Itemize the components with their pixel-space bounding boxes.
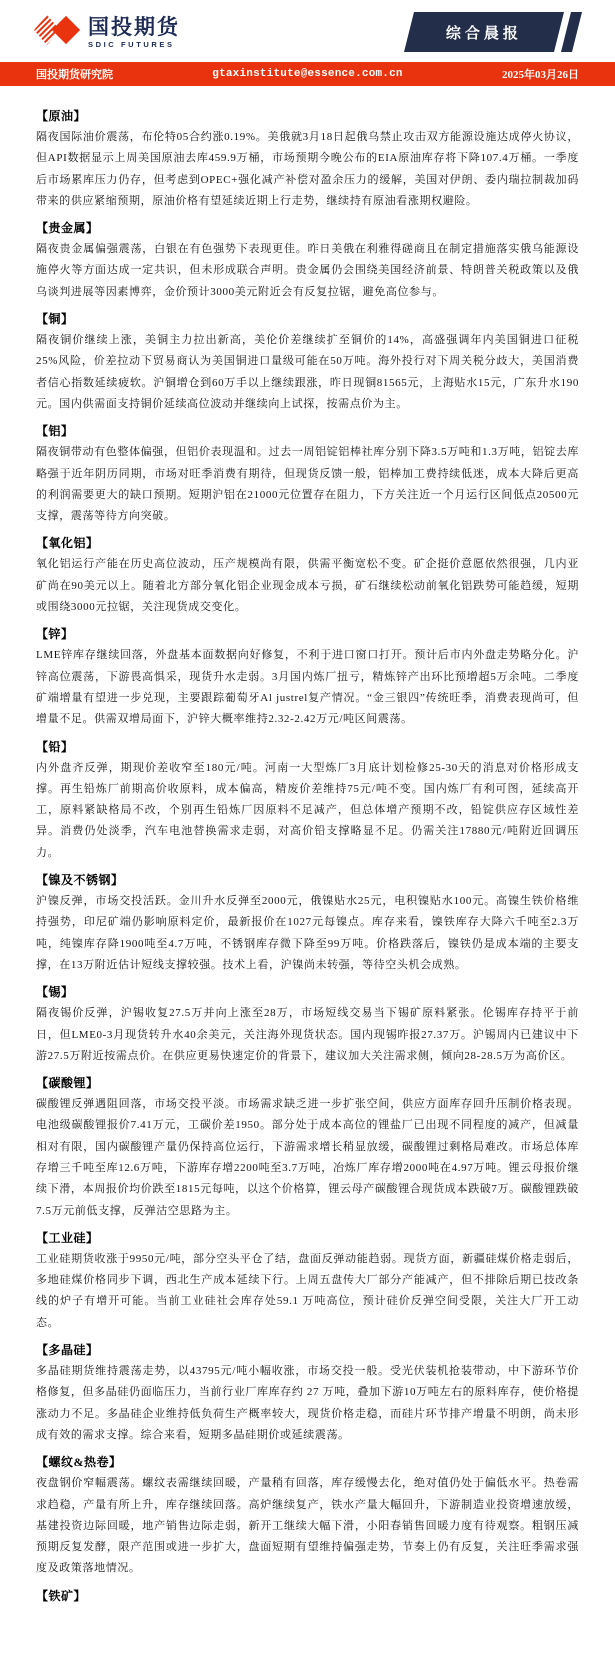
banner-parallelogram [404, 12, 564, 52]
sdic-diamond-logo-icon [34, 12, 80, 53]
section-title: 【锡】 [36, 985, 74, 1000]
section-title: 【碳酸锂】 [36, 1076, 99, 1091]
section-polysilicon [36, 1340, 579, 1446]
section-lithium-carbonate [36, 1073, 579, 1222]
section-lead [36, 737, 579, 864]
section-title: 【铝】 [36, 424, 74, 439]
section-body: 隔夜国际油价震荡，布伦特05合约涨0.19%。美俄就3月18日起俄乌禁止攻击双方能源设施达成停火协议，但API数据显示上周美国原油去库459.9万桶，市场预期今晚公布的EIA原油库存将下降107.4万桶。一季度后市场累库压力仍存，但考虑到OPEC+强化减产补偿对盈余压力的缓解，美国对伊朗、委内瑞拉制裁加码带来的供应紧缩预期，原油价格有望延续近期上行走势，继续持有原油看涨期权避险。 [36, 131, 579, 207]
section-iron-ore-cutoff [36, 1586, 579, 1607]
section-title: 【铜】 [36, 312, 74, 327]
section-alumina [36, 533, 579, 618]
section-nickel-stainless [36, 870, 579, 976]
section-body: 多晶硅期货维持震荡走势，以43795元/吨小幅收涨，市场交投一般。受光伏装机抢装带动，中下游环节价格修复，但多晶硅仍面临压力，当前行业厂库库存约 27 万吨，叠加下游10万吨左右的原料库存，使价格提涨动力不足。多晶硅企业维持低负荷生产概率较大，现货价格走稳，而硅片环节排产增量不明朗，尚未形成有效的需求支撑。综合来看，短期多晶硅期价或延续震荡。 [36, 1365, 579, 1441]
section-rebar-hot-coil [36, 1452, 579, 1579]
section-body: 沪镍反弹，市场交投活跃。金川升水反弹至2000元，俄镍贴水25元，电积镍贴水100元。高镍生铁价格维持强势，印尼矿端仍影响原料定价，最新报价在1027元每镍点。库存来看，镍铁库存大降六千吨至2.3万吨，纯镍库存降1900吨至4.7万吨，不锈钢库存微下降至99万吨。价格跌落后，镍铁仍是成本端的主要支撑，在13万附近估计短线支撑较强。技术上看，沪镍尚未转强，等待空头机会成熟。 [36, 895, 579, 971]
section-body: 隔夜铜带动有色整体偏强，但铝价表现温和。过去一周铝锭铝棒社库分别下降3.5万吨和1.3万吨，铝锭去库略强于近年阴历同期，市场对旺季消费有期待，但现货反馈一般，铝棒加工费持续低迷，成本大降后更高的利润需要更大的缺口预期。短期沪铝在21000元位置存在阻力，下方关注近一个月运行区间低点20500元支撑，震荡等待方向突破。 [36, 446, 579, 523]
section-body: 工业硅期货收涨于9950元/吨，部分空头平仓了结，盘面反弹动能趋弱。现货方面，新疆硅煤价格走弱后，多地硅煤价格同步下调，西北生产成本延续下行。上周五盘传大厂部分产能减产，但不排除后期已技改条线的炉子有增开可能。当前工业硅社会库存处59.1 万吨高位，预计硅价反弹空间受限，关注大厂开工动态。 [36, 1252, 579, 1329]
brand-name-en: SDIC FUTURES [88, 39, 175, 49]
section-title: 【螺纹&热卷】 [36, 1455, 122, 1470]
section-body: 内外盘齐反弹，期现价差收窄至180元/吨。河南一大型炼厂3月底计划检修25-30天的消息对价格形成支撑。再生铅炼厂前期高价收原料，成本偏高，精废价差维持75元/吨不变。国内炼厂有利可图，延续高开工，原料紧缺格局不改，个别再生铅炼厂因原料不足减产，但总体增产预期不改，铅锭供应存区域性差异。消费仍处淡季，汽车电池替换需求走弱，对高价铅支撑略显不足。仍需关注17880元/吨附近回调压力。 [36, 761, 579, 859]
section-body: LME锌库存继续回落，外盘基本面数据向好修复，不利于进口窗口打开。预计后市内外盘走势略分化。沪锌高位震荡，下游畏高惧采，现货升水走弱。3月国内炼厂扭亏，精炼锌产出环比预增超5万余吨。二季度矿端增量有望进一步兑现，主要跟踪葡萄牙Al justrel复产情况。“金三银四”传统旺季，消费表现尚可，但增量不足。供需双增局面下，沪锌大概率维持2.32-2.42万元/吨区间震荡。 [36, 649, 579, 726]
section-title: 【铁矿】 [36, 1588, 87, 1603]
section-title: 【多晶硅】 [36, 1343, 99, 1358]
masthead [0, 0, 615, 62]
section-title: 【铅】 [36, 739, 74, 754]
institute-name: 国投期货研究院 [36, 69, 113, 81]
banner-title: 综合晨报 [445, 25, 522, 42]
section-title: 【工业硅】 [36, 1230, 99, 1245]
section-copper [36, 309, 579, 415]
section-title: 【锌】 [36, 627, 74, 642]
section-aluminum [36, 421, 579, 527]
section-body: 隔夜贵金属偏强震荡，白银在有色强势下表现更佳。昨日美俄在利雅得磋商且在制定措施落实俄乌能源设施停火等方面达成一定共识，但未形成联合声明。贵金属仍会围绕美国经济前景、特朗普关税政策以及俄乌谈判进展等因素博弈，金价预计3000美元附近会有反复拉锯，避免高位参与。 [36, 243, 579, 298]
report-content [0, 86, 615, 1607]
contact-email: gtaxinstitute@essence.com.cn [212, 68, 403, 80]
banner-accent-sliver [561, 12, 582, 52]
section-industrial-silicon [36, 1228, 579, 1334]
section-precious-metals [36, 218, 579, 303]
section-title: 【贵金属】 [36, 221, 99, 236]
report-date: 2025年03月26日 [502, 69, 579, 81]
section-body: 夜盘钢价窄幅震荡。螺纹表需继续回暖，产量稍有回落，库存缓慢去化，绝对值仍处于偏低水平。热卷需求趋稳，产量有所上升，库存继续回落。高炉继续复产，铁水产量大幅回升，下游制造业投资增速放缓，基建投资边际回暖，地产销售边际走弱，新开工继续大幅下滑，小阳春销售回暖力度有待观察。粗钢压减预期反复发酵，限产范围或进一步扩大，盘面短期有望维持偏强走势，节奏上仍有反复，关注旺季需求强度及政策落地情况。 [36, 1477, 579, 1575]
section-title: 【原油】 [36, 109, 87, 123]
section-title: 【氧化铝】 [36, 536, 99, 551]
section-body: 碳酸锂反弹遇阻回落，市场交投平淡。市场需求缺乏进一步扩张空间，供应方面库存回升压制价格表现。电池级碳酸锂报价7.41万元，工碳价差1950。部分处于成本高位的锂盐厂已出现不同程度的减产，但减量相对有限，国内碳酸锂产量仍保持高位运行，下游需求增长稍显放缓，碳酸锂过剩格局难改。市场总体库存增三千吨至库12.6万吨，下游库存增2200吨至3.7万吨，冶炼厂库存增2000吨在4.97万吨。锂云母报价继续下滑，本周报价均价跌至1815元每吨，以这个价格算，锂云母产碳酸锂合现货成本跌破7万。碳酸锂跌破7.5万元前低支撑，反弹沽空思路为主。 [36, 1098, 579, 1217]
section-body: 隔夜铜价继续上涨，美铜主力拉出新高，美伦价差继续扩至铜价的14%，高盛强调年内美国铜进口征税25%风险，价差拉动下贸易商认为美国铜进口量级可能在50万吨。海外投行对下周关税分歧大，美国消费者信心指数延续疲软。沪铜增仓到60万手以上继续跟涨，昨日现铜81565元，上海贴水15元，广东升水190元。国内供需面支持铜价延续高位波动并继续向上试探，按需点价为主。 [36, 334, 579, 410]
section-zinc [36, 624, 579, 730]
section-tin [36, 982, 579, 1067]
section-body: 隔夜锡价反弹，沪锡收复27.5万并向上涨至28万，市场短线交易当下锡矿原料紧张。伦锡库存持平于前日，但LME0-3月现货转升水40余美元，关注海外现货状态。国内现锡昨报27.37万。沪锡周内已建议中下游27.5万附近按需点价。在供应更易快速定价的背景下，建议加大关注需求侧，倾向28-28.5万为高价区。 [36, 1007, 579, 1062]
section-title: 【镍及不锈钢】 [36, 873, 124, 888]
brand-name-cn: 国投期货 [88, 15, 180, 39]
info-bar [0, 62, 615, 86]
section-body: 氧化铝运行产能在历史高位波动，压产规模尚有限，供需平衡宽松不变。矿企挺价意愿依然很强，几内亚矿尚在90美元以上。随着北方部分氧化铝企业现金成本亏损，矿石继续松动前氧化铝跌势可能趋缓，短期或围绕3000元拉锯，关注现货成交变化。 [36, 558, 579, 614]
company-logo [34, 12, 180, 53]
section-crude-oil [36, 106, 579, 212]
report-type-banner [409, 12, 577, 52]
